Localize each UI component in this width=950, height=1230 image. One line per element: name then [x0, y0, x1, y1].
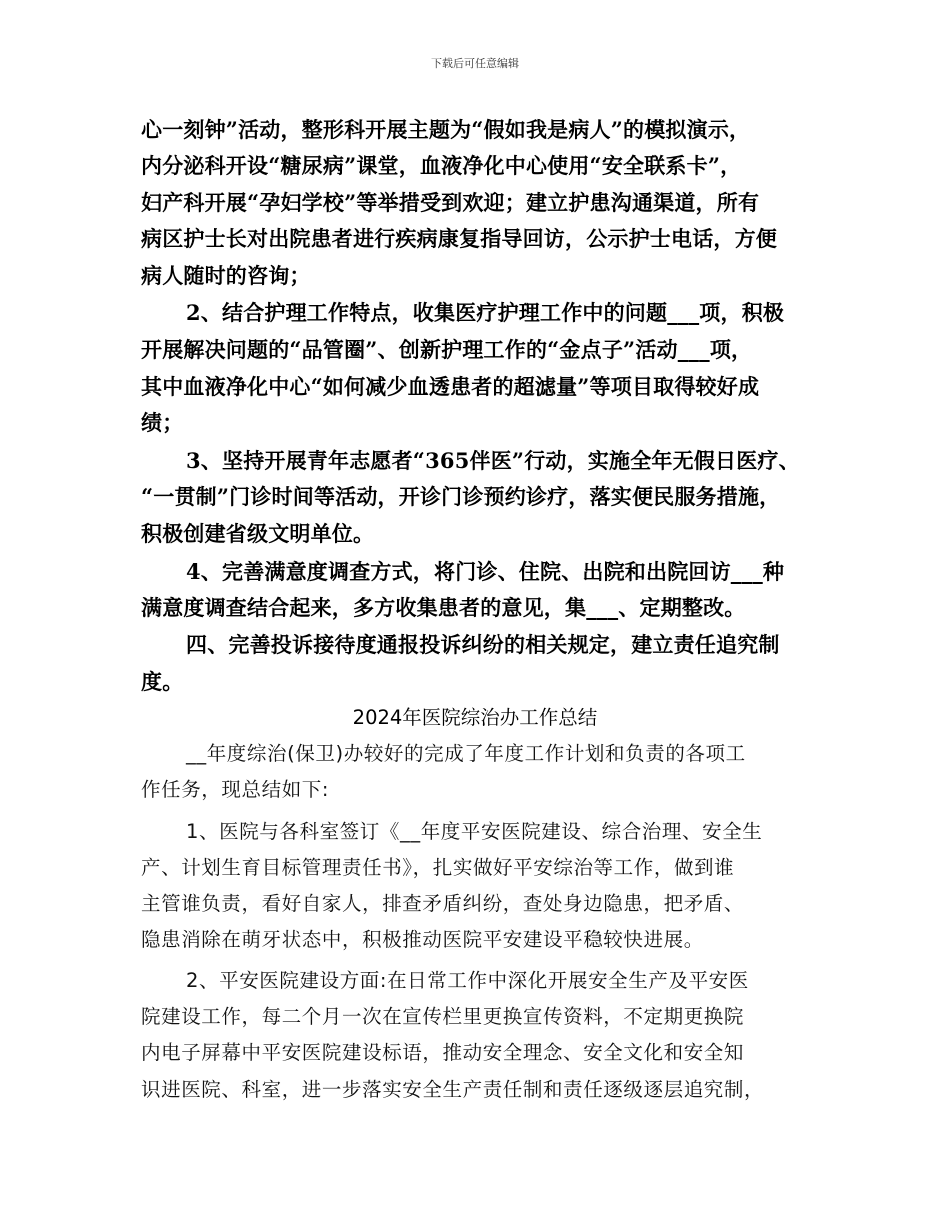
paragraph-line: 1、医院与各科室签订《__年度平安医院建设、综合治理、安全生	[186, 820, 763, 843]
paragraph-line: 积极创建省级文明单位。	[141, 521, 375, 546]
paragraph-line: 作任务，现总结如下:	[141, 778, 330, 801]
paragraph-line: 满意度调查结合起来，多方收集患者的意见，集___、定期整改。	[141, 595, 746, 620]
paragraph-line: 4、完善满意度调查方式，将门诊、住院、出院和出院回访___种	[186, 559, 785, 584]
paragraph-line: 心一刻钟”活动，整形科开展主题为“假如我是病人”的模拟演示，	[141, 117, 751, 142]
paragraph-line: 其中血液净化中心“如何减少血透患者的超滤量”等项目取得较好成	[141, 374, 760, 399]
paragraph-line: 度。	[141, 669, 184, 694]
paragraph-line: 3、坚持开展青年志愿者“365伴医”行动，实施全年无假日医疗、	[186, 448, 800, 473]
paragraph-line: 隐患消除在萌牙状态中，积极推动医院平安建设平稳较快进展。	[141, 928, 704, 951]
paragraph-line: 病区护士长对出院患者进行疾病康复指导回访，公示护士电话，方便	[141, 226, 777, 251]
paragraph-line: 2、结合护理工作特点，收集医疗护理工作中的问题___项，积极	[186, 300, 785, 325]
paragraph-line: __年度综治(保卫)办较好的完成了年度工作计划和负责的各项工	[186, 742, 746, 765]
paragraph-line: 内分泌科开设“糖尿病”课堂，血液净化中心使用“安全联系卡”，	[141, 153, 742, 178]
paragraph-line: 院建设工作，每二个月一次在宣传栏里更换宣传资料，不定期更换院	[141, 1005, 745, 1028]
paragraph-line: 绩；	[141, 410, 184, 435]
paragraph-line: 产、计划生育目标管理责任书》，扎实做好平安综治等工作，做到谁	[141, 856, 735, 879]
section-title: 2024年医院综治办工作总结	[352, 706, 598, 729]
paragraph-line: 识进医院、科室，进一步落实安全生产责任制和责任逐级逐层追究制，	[141, 1078, 765, 1101]
paragraph-line: 开展解决问题的“品管圈”、创新护理工作的“金点子”活动___项，	[141, 337, 753, 362]
paragraph-line: 病人随时的咨询；	[141, 263, 311, 288]
paragraph-line: 2、平安医院建设方面:在日常工作中深化开展安全生产及平安医	[186, 969, 749, 992]
paragraph-line: 妇产科开展“孕妇学校”等举措受到欢迎；建立护患沟通渠道，所有	[141, 190, 760, 215]
page-header: 下载后可任意编辑	[431, 57, 519, 70]
paragraph-line: 主管谁负责，看好自家人，排查矛盾纠纷，查处身边隐患，把矛盾、	[141, 892, 745, 915]
paragraph-line: “一贯制”门诊时间等活动，开诊门诊预约诊疗，落实便民服务措施，	[141, 484, 781, 509]
paragraph-line: 四、完善投诉接待度通报投诉纠纷的相关规定，建立责任追究制	[186, 632, 780, 657]
paragraph-line: 内电子屏幕中平安医院建设标语，推动安全理念、安全文化和安全知	[141, 1041, 745, 1064]
